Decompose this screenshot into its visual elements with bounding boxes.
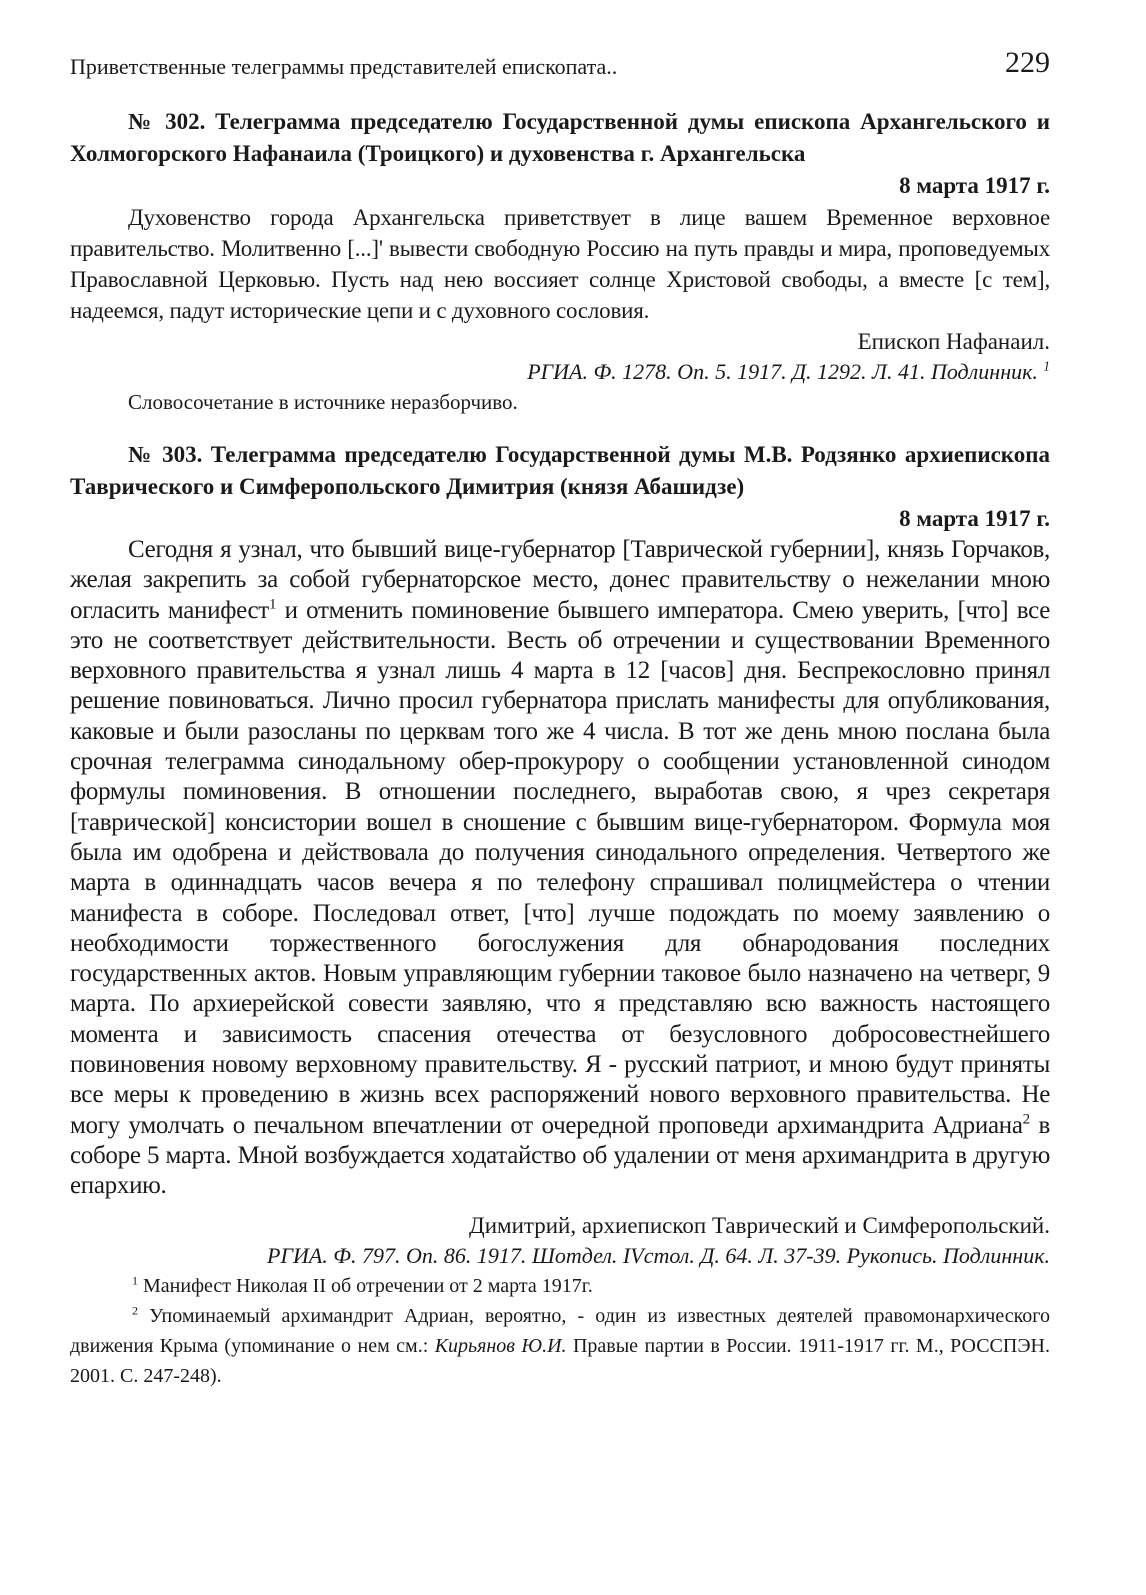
doc302-body-before: Духовенство города Архангельска приветствует в лице вашем Временное верховное правительство. Молитвенно [...] [70,205,1050,261]
doc303-body-part1: Сегодня я узнал, что бывший вице-губернатор [Таврической губернии], князь Горчаков, желая закрепить за собой губернаторское место, донес правительству о нежелании мною огласить манифест [70,536,1050,624]
footnote-2-author: Кирьянов Ю.И. [434,1334,567,1357]
doc303-fn2-marker: 2 [1022,1111,1030,1128]
doc303-date: 8 марта 1917 г. [899,506,1050,531]
running-head [70,30,1050,80]
doc302-archive-ref [70,357,1050,387]
doc303-body [70,535,1050,1202]
doc302-heading: № 302. Телеграмма председателю Государственной думы епископа Архангельского и Холмогорского Нафанаила (Троицкого) и духовенства г. Архангельска [70,109,1050,166]
footnote-2-text-after: Правые партии в России. 1911-1917 гг. М., РОССПЭН. 2001. С. 247-248). [70,1334,1050,1387]
doc303-archive-ref: РГИА. Ф. 797. Оп. 86. 1917. Шотдел. IVстол. Д. 64. Л. 37-39. Рукопись. Подлинник. [267,1242,1050,1268]
page-number: 229 [1005,46,1050,79]
doc303-footnote-1 [70,1271,1050,1301]
footnote-1-marker: 1 [132,1272,138,1287]
document-303 [70,439,1050,1391]
doc303-body-part2: и отменить поминовение бывшего императора. Смею уверить, [что] все это не соответствует действительности. Весть об отречении и существовании Временного верховного правительства я узнал лишь 4 марта в 12 [часов] дня. Беспрекословно принял решение повиноваться. Лично просил губернатора прислать манифесты для опубликования, каковые и были разосланы по церквам того же 4 числа. В тот же день мною послана была срочная телеграмма синодальному обер-прокурору о сообщении установленной синодом формулы поминовения. В отношении последнего, выработав свою, я чрез секретаря [таврической] консистории вошел в сношение с бывшим вице-губернатором. Формула моя была им одобрена и действовала до получения синодального определения. Четвертого же марта в одиннадцать часов вечера я по телефону спрашивал полицмейстера о чтении манифеста в соборе. Последовал ответ, [что] лучше подождать по моему заявлению о необходимости торжественного богослужения для обнародования последних государственных актов. Новым управляющим губернии таковое было назначено на четверг, 9 марта. По архиерейской совести заявляю, что я представляю всю важность настоящего момента и зависимость спасения отечества от безусловного добросовестнейшего повиновения новому верховному правительству. Я - русский патриот, и мною будут приняты все меры к проведению в жизнь всех распоряжений нового верховного правительства. Не могу умолчать о печальном впечатлении от очередной проповеди архимандрита Адриана [70,596,1050,1139]
footnote-2-text-before: Упоминаемый архимандрит Адриан, вероятно, - один из известных деятелей правомонархического движения Крыма (упоминание о нем см.: [70,1304,1050,1357]
doc302-body [70,202,1050,326]
doc302-body-after: вывести свободную Россию на путь правды и мира, проповедуемых Православной Церковью. Пусть над нею воссияет солнце Христовой свободы, а вместе [с тем], надеемся, падут исторические цепи и с духовного сословия. [70,236,1050,323]
doc302-footnote-marker: 1 [1043,358,1050,374]
footnote-2-marker: 2 [132,1302,138,1317]
document-302 [70,106,1050,417]
doc303-body-part3: в соборе 5 марта. Мной возбуждается ходатайство об удалении от меня архимандрита в другую епархию. [70,1111,1050,1200]
document-page [70,30,1050,1391]
doc302-body-mark: ' [378,236,383,261]
doc303-heading: № 303. Телеграмма председателю Государственной думы М.В. Родзянко архиепископа Таврического и Симферопольского Димитрия (князя Абашидзе) [70,442,1050,499]
doc302-signature: Епископ Нафанаил. [857,329,1050,354]
footnote-1-text: Манифест Николая II об отречении от 2 марта 1917г. [138,1274,593,1297]
doc302-date: 8 марта 1917 г. [899,173,1050,198]
doc303-footnote-2 [70,1301,1050,1391]
running-head-title: Приветственные телеграммы представителей епископата.. [70,54,618,79]
doc303-signature: Димитрий, архиепископ Таврический и Симферопольский. [469,1212,1050,1238]
doc303-fn1-marker: 1 [268,596,277,613]
doc302-note: Словосочетание в источнике неразборчиво. [128,390,518,414]
doc302-archive-text: РГИА. Ф. 1278. Оп. 5. 1917. Д. 1292. Л. 41. Подлинник. [527,359,1038,384]
